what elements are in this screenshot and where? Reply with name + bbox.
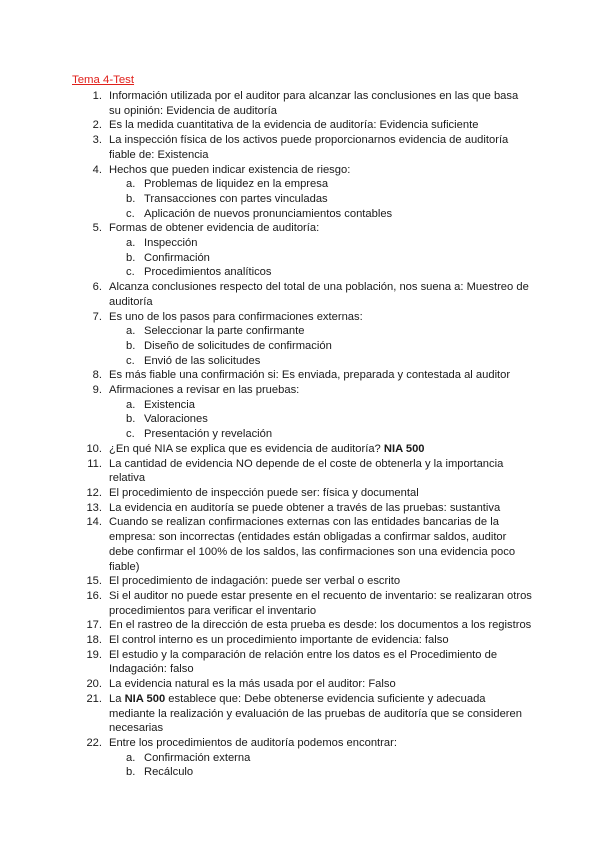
sub-item-text: Valoraciones [144, 413, 208, 426]
item-text: El control interno es un procedimiento importante de evidencia: falso [109, 634, 449, 647]
item-number: 12. [86, 486, 102, 499]
item-number: 4. [92, 163, 102, 176]
sub-item-text: Recálculo [144, 766, 194, 779]
item-text: Formas de obtener evidencia de auditoría: [109, 222, 320, 235]
sub-item [72, 412, 532, 427]
item-number: 16. [86, 589, 102, 602]
item-emphasis: NIA 500 [383, 442, 425, 455]
list-item [72, 618, 532, 633]
sub-item-letter: c. [126, 354, 135, 367]
sub-item-text: Diseño de solicitudes de confirmación [144, 339, 332, 352]
sub-item-text: Confirmación [144, 251, 210, 264]
list-item [72, 383, 532, 398]
sub-item-letter: a. [126, 325, 136, 338]
item-number: 21. [86, 692, 102, 705]
list-item [72, 736, 532, 751]
item-text: Si el auditor no puede estar presente en el recuento de inventario: se realizaran otros procedimientos para verificar el inventario [109, 589, 532, 617]
sub-item [72, 207, 532, 222]
item-text: Es más fiable una confirmación si: Es enviada, preparada y contestada al auditor [109, 369, 511, 382]
list-item [72, 486, 532, 501]
sub-item [72, 177, 532, 192]
list-item [72, 501, 532, 516]
sub-item-text: Inspección [144, 237, 198, 250]
item-number: 17. [86, 619, 102, 632]
sub-item-letter: a. [126, 237, 136, 250]
list-item [72, 89, 532, 118]
item-text: La [109, 692, 125, 705]
sub-item-letter: c. [126, 207, 135, 220]
sub-item-text: Envió de las solicitudes [144, 354, 261, 367]
sub-item-text: Transacciones con partes vinculadas [144, 192, 328, 205]
list-item [72, 457, 532, 486]
sub-item [72, 398, 532, 413]
list-item [72, 310, 532, 325]
item-text: La evidencia en auditoría se puede obtener a través de las pruebas: sustantiva [109, 501, 501, 514]
item-text: Información utilizada por el auditor para alcanzar las conclusiones en las que basa su opinión: Evidencia de auditoría [109, 90, 519, 117]
sub-item [72, 236, 532, 251]
list-item [72, 677, 532, 692]
item-text: Alcanza conclusiones respecto del total de una población, nos suena a: Muestreo de auditoría [109, 281, 529, 308]
item-number: 22. [86, 736, 102, 749]
item-text: Es la medida cuantitativa de la evidencia de auditoría: Evidencia suficiente [109, 119, 479, 132]
item-emphasis: NIA 500 [124, 692, 166, 705]
item-text: En el rastreo de la dirección de esta prueba es desde: los documentos a los registros [109, 619, 532, 632]
item-text: establece que: Debe obtenerse evidencia suficiente y adecuada mediante la realización y evaluación de las pruebas de auditoría que se consideren necesarias [109, 692, 522, 735]
item-number: 6. [92, 281, 102, 294]
item-text: Hechos que pueden indicar existencia de riesgo: [109, 163, 351, 176]
item-number: 11. [87, 457, 102, 470]
list-item [72, 589, 532, 618]
item-number: 15. [86, 575, 102, 588]
sub-item-letter: a. [126, 751, 136, 764]
item-number: 14. [86, 516, 102, 529]
sub-item [72, 265, 532, 280]
document-title: Tema 4-Test [72, 74, 135, 86]
item-number: 2. [92, 119, 102, 132]
item-number: 19. [86, 648, 102, 661]
list-item [72, 221, 532, 236]
item-text: Entre los procedimientos de auditoría podemos encontrar: [109, 736, 397, 749]
sub-item [72, 192, 532, 207]
item-text: La inspección física de los activos puede proporcionarnos evidencia de auditoría fiable de: Existencia [109, 134, 509, 161]
list-item [72, 692, 532, 736]
item-number: 10. [86, 442, 102, 455]
sub-item [72, 251, 532, 266]
sub-item-letter: c. [126, 428, 135, 441]
item-text: El estudio y la comparación de relación entre los datos es el Procedimiento de Indagación: falso [109, 648, 498, 676]
item-number: 3. [92, 134, 102, 147]
list-item [72, 163, 532, 178]
list-item [72, 280, 532, 309]
sub-item-letter: b. [126, 413, 136, 426]
item-number: 5. [92, 222, 102, 235]
list-item [72, 515, 532, 574]
item-number: 9. [92, 384, 102, 397]
sub-item-text: Seleccionar la parte confirmante [144, 325, 305, 338]
sub-item [72, 751, 532, 766]
list-item [72, 633, 532, 648]
list-item [72, 574, 532, 589]
sub-item [72, 324, 532, 339]
item-text: Afirmaciones a revisar en las pruebas: [109, 384, 300, 397]
item-text: Cuando se realizan confirmaciones externas con las entidades bancarias de la empresa: son incorrectas (entidades están obligadas a confirmar saldos, auditor debe confirmar el 100% de los saldos, las confirmaciones son una evidencia poco fiable) [109, 516, 516, 573]
question-list [72, 89, 532, 780]
sub-item-text: Existencia [144, 398, 195, 411]
item-text: El procedimiento de inspección puede ser: física y documental [109, 486, 419, 499]
item-number: 8. [92, 369, 102, 382]
sub-item-letter: a. [126, 398, 136, 411]
list-item [72, 442, 532, 457]
sub-item-letter: b. [126, 192, 136, 205]
sub-item [72, 354, 532, 369]
sub-item [72, 339, 532, 354]
item-number: 13. [86, 501, 102, 514]
sub-item-letter: c. [126, 266, 135, 279]
list-item [72, 368, 532, 383]
sub-item [72, 427, 532, 442]
sub-item-letter: b. [126, 339, 136, 352]
sub-item-letter: b. [126, 251, 136, 264]
sub-item-letter: a. [126, 178, 136, 191]
item-number: 18. [86, 634, 102, 647]
item-text: La cantidad de evidencia NO depende de el coste de obtenerla y la importancia relativa [109, 457, 504, 485]
list-item [72, 118, 532, 133]
item-number: 7. [92, 310, 102, 323]
sub-item-text: Presentación y revelación [144, 428, 273, 441]
sub-item-text: Aplicación de nuevos pronunciamientos contables [144, 207, 393, 220]
list-item [72, 133, 532, 162]
item-text: Es uno de los pasos para confirmaciones externas: [109, 310, 363, 323]
list-item [72, 648, 532, 677]
sub-item [72, 765, 532, 780]
sub-item-letter: b. [126, 766, 136, 779]
sub-item-text: Problemas de liquidez en la empresa [144, 178, 329, 191]
item-text: ¿En qué NIA se explica que es evidencia de auditoría? [109, 442, 384, 455]
item-text: La evidencia natural es la más usada por el auditor: Falso [109, 678, 396, 691]
sub-item-text: Procedimientos analíticos [144, 266, 272, 279]
item-number: 20. [86, 678, 102, 691]
item-text: El procedimiento de indagación: puede ser verbal o escrito [109, 575, 401, 588]
sub-item-text: Confirmación externa [144, 751, 251, 764]
item-number: 1. [92, 90, 102, 102]
